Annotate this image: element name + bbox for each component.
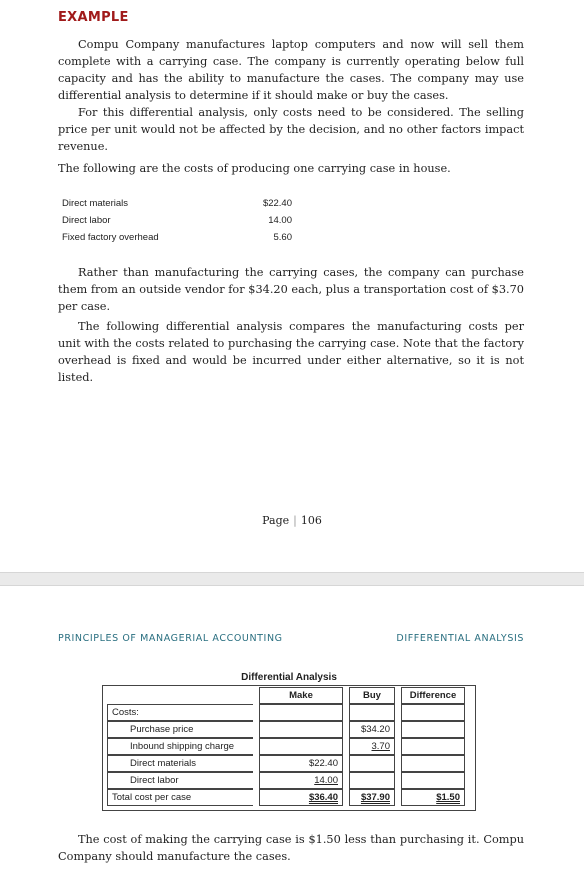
inbound-shipping-buy: 3.70 xyxy=(371,741,390,752)
differential-analysis-table xyxy=(107,687,465,806)
analysis-paragraph: For this differential analysis, only costs need to be considered. The selling price per unit would not be affected by the decision, and no other factors impact revenue. xyxy=(58,106,524,153)
total-make: $36.40 xyxy=(308,792,338,803)
table-header-row xyxy=(107,687,465,704)
differential-analysis-title: Differential Analysis xyxy=(241,672,337,683)
cost-label: Direct labor xyxy=(62,215,111,226)
cost-label: Direct materials xyxy=(62,198,128,209)
row-label-total: Total cost per case xyxy=(107,789,253,806)
comparison-paragraph: The following differential analysis compares the manufacturing costs per unit with the costs related to purchasing the carrying case. Note that the factory overhead is fixed and would be incurred under either alternative, so it is not listed. xyxy=(58,320,524,384)
page-break xyxy=(0,572,584,586)
table-row xyxy=(107,772,465,789)
running-head-chapter: DIFFERENTIAL ANALYSIS xyxy=(396,633,524,644)
column-difference: Difference xyxy=(401,687,465,704)
cost-value: 5.60 xyxy=(273,232,292,243)
page-number: Page | 106 xyxy=(262,514,322,527)
table-row xyxy=(107,704,465,721)
table-row xyxy=(107,738,465,755)
table-row xyxy=(107,721,465,738)
row-label-direct-labor: Direct labor xyxy=(107,772,253,789)
table-row xyxy=(107,755,465,772)
table-row xyxy=(107,789,465,806)
direct-materials-make: $22.40 xyxy=(259,755,343,772)
vendor-paragraph: Rather than manufacturing the carrying cases, the company can purchase them from an outside vendor for $34.20 each, plus a transportation cost of $3.70 per case. xyxy=(58,266,524,313)
cost-label: Fixed factory overhead xyxy=(62,232,159,243)
row-label-costs: Costs: xyxy=(107,704,253,721)
row-label-purchase-price: Purchase price xyxy=(107,721,253,738)
cost-value: $22.40 xyxy=(262,198,292,209)
column-make: Make xyxy=(259,687,343,704)
cost-value: 14.00 xyxy=(268,215,292,226)
row-label-direct-materials: Direct materials xyxy=(107,755,253,772)
column-buy: Buy xyxy=(349,687,395,704)
running-head-book-title: PRINCIPLES OF MANAGERIAL ACCOUNTING xyxy=(58,633,283,644)
purchase-price-buy: $34.20 xyxy=(349,721,395,738)
intro-paragraph: Compu Company manufactures laptop computers and now will sell them complete with a carrying case. The company is currently operating below full capacity and has the ability to manufacture the cases. The company may use differential analysis to determine if it should make or buy the cases. xyxy=(58,38,524,102)
costs-intro-paragraph: The following are the costs of producing one carrying case in house. xyxy=(58,162,451,175)
page-two xyxy=(0,586,584,871)
example-heading: EXAMPLE xyxy=(58,10,129,25)
page-separator: | xyxy=(293,514,297,527)
direct-labor-make: 14.00 xyxy=(314,775,338,786)
total-difference: $1.50 xyxy=(436,792,460,803)
conclusion-paragraph: The cost of making the carrying case is $1.50 less than purchasing it. Compu Company should manufacture the cases. xyxy=(58,833,524,863)
total-buy: $37.90 xyxy=(360,792,390,803)
row-label-inbound-shipping: Inbound shipping charge xyxy=(107,738,253,755)
